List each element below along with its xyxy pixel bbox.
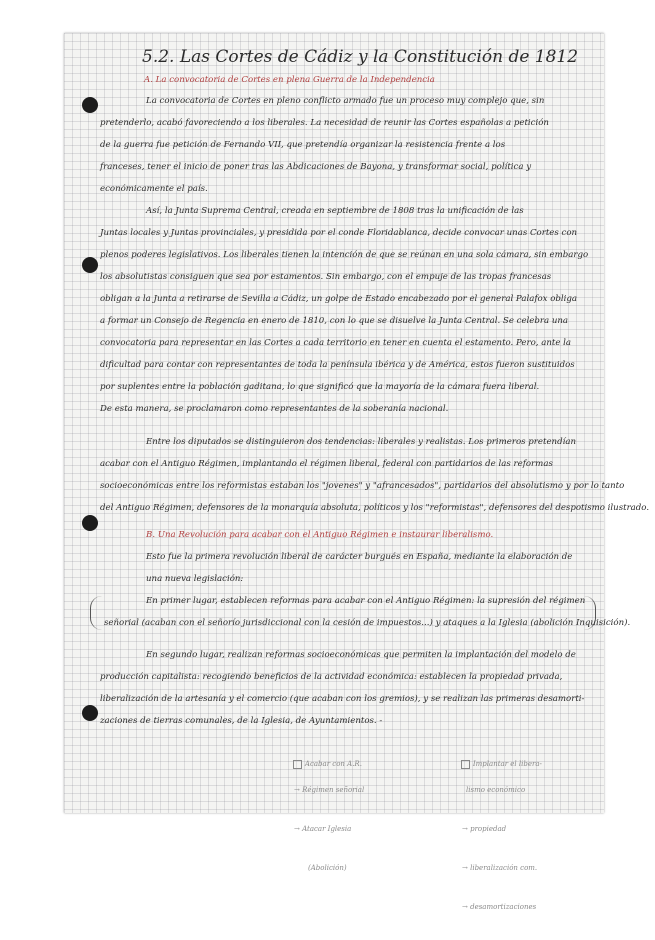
text-line: De esta manera, se proclamaron como representantes de la soberanía nacional.	[100, 404, 449, 414]
text-line: señorial (acaban con el señorío jurisdiccional con la cesión de impuestos...) y ataques a la Iglesia (abolición Inquisición).	[104, 618, 631, 628]
text-line: convocatoria para representar en las Cortes a cada territorio en tener en cuenta el estamento. Pero, ante la	[100, 338, 572, 348]
text-line: del Antiguo Régimen, defensores de la monarquía absoluta, políticos y los "reformistas", defensores del despotismo ilustrado.	[100, 503, 650, 513]
text-line: por suplentes entre la población gaditana, lo que significó que la mayoría de la cámara fuera liberal.	[100, 382, 540, 392]
note-line: → propiedad	[462, 825, 507, 833]
bracket-left	[90, 596, 103, 630]
text-line: En segundo lugar, realizan reformas socioeconómicas que permiten la implantación del modelo de	[146, 650, 576, 660]
binder-hole	[82, 257, 98, 273]
checkbox-icon	[293, 760, 302, 769]
text-line: Entre los diputados se distinguieron dos tendencias: liberales y realistas. Los primeros pretendían	[146, 437, 576, 447]
note-line: lismo económico	[466, 786, 526, 794]
text-line: dificultad para contar con representantes de toda la península ibérica y de América, estos fueron sustituidos	[100, 360, 575, 370]
note-line: → desamortizaciones	[462, 903, 537, 911]
checkbox-icon	[461, 760, 470, 769]
notebook-page	[64, 33, 650, 911]
binder-hole	[82, 515, 98, 531]
notes-right	[452, 745, 542, 940]
text-line: obligan a la Junta a retirarse de Sevilla a Cádiz, un golpe de Estado encabezado por el general Palafox obliga	[100, 294, 578, 304]
text-line: los absolutistas consiguen que sea por estamentos. Sin embargo, con el empuje de las tropas francesas	[100, 272, 552, 282]
page-title: 5.2. Las Cortes de Cádiz y la Constitución de 1812	[142, 47, 579, 67]
text-line: Así, la Junta Suprema Central, creada en septiembre de 1808 tras la unificación de las	[146, 206, 524, 216]
note-line: → Régimen señorial	[294, 786, 365, 794]
note-line: Implantar el libera-	[472, 760, 542, 768]
text-line: a formar un Consejo de Regencia en enero de 1810, con lo que se disuelve la Junta Central. Se celebra una	[100, 316, 569, 326]
section-heading-b: B. Una Revolución para acabar con el Antiguo Régimen e instaurar liberalismo.	[146, 530, 494, 540]
text-line: pretenderlo, acabó favoreciendo a los liberales. La necesidad de reunir las Cortes españolas a petición	[100, 118, 549, 128]
text-line: Juntas locales y Juntas provinciales, y presidida por el conde Floridablanca, decide convocar unas Cortes con	[100, 228, 578, 238]
binder-hole	[82, 97, 98, 113]
section-heading-a: A. La convocatoria de Cortes en plena Guerra de la Independencia	[144, 75, 435, 85]
text-line: acabar con el Antiguo Régimen, implantando el régimen liberal, federal con partidarios de las reformas	[100, 459, 553, 469]
text-line: socioeconómicas entre los reformistas estaban los "jovenes" y "afrancesados", partidarios del absolutismo y por lo tanto	[100, 481, 625, 491]
text-line: una nueva legislación:	[146, 574, 244, 584]
note-line: Acabar con A.R.	[304, 760, 362, 768]
notes-left	[284, 745, 364, 901]
binder-hole	[82, 705, 98, 721]
text-line: Esto fue la primera revolución liberal de carácter burgués en España, mediante la elaboración de	[146, 552, 573, 562]
note-line: (Abolición)	[308, 864, 347, 872]
text-line: de la guerra fue petición de Fernando VII, que pretendía organizar la resistencia frente a los	[100, 140, 506, 150]
text-line: zaciones de tierras comunales, de la Iglesia, de Ayuntamientos. -	[100, 716, 383, 726]
text-line: producción capitalista: recogiendo beneficios de la actividad económica: establecen la propiedad privada,	[100, 672, 563, 682]
note-line: → Atacar Iglesia	[294, 825, 352, 833]
text-line: plenos poderes legislativos. Los liberales tienen la intención de que se reúnan en una sola cámara, sin embargo	[100, 250, 589, 260]
text-line: En primer lugar, establecen reformas para acabar con el Antiguo Régimen: la supresión del régimen	[146, 596, 586, 606]
text-line: liberalización de la artesanía y el comercio (que acaban con los gremios), y se realizan las primeras desamorti-	[100, 694, 585, 704]
note-line: → liberalización com.	[462, 864, 538, 872]
text-line: franceses, tener el inicio de poner tras las Abdicaciones de Bayona, y transformar social, política y	[100, 162, 532, 172]
text-line: La convocatoria de Cortes en pleno conflicto armado fue un proceso muy complejo que, sin	[146, 96, 545, 106]
text-line: económicamente el país.	[100, 184, 208, 194]
